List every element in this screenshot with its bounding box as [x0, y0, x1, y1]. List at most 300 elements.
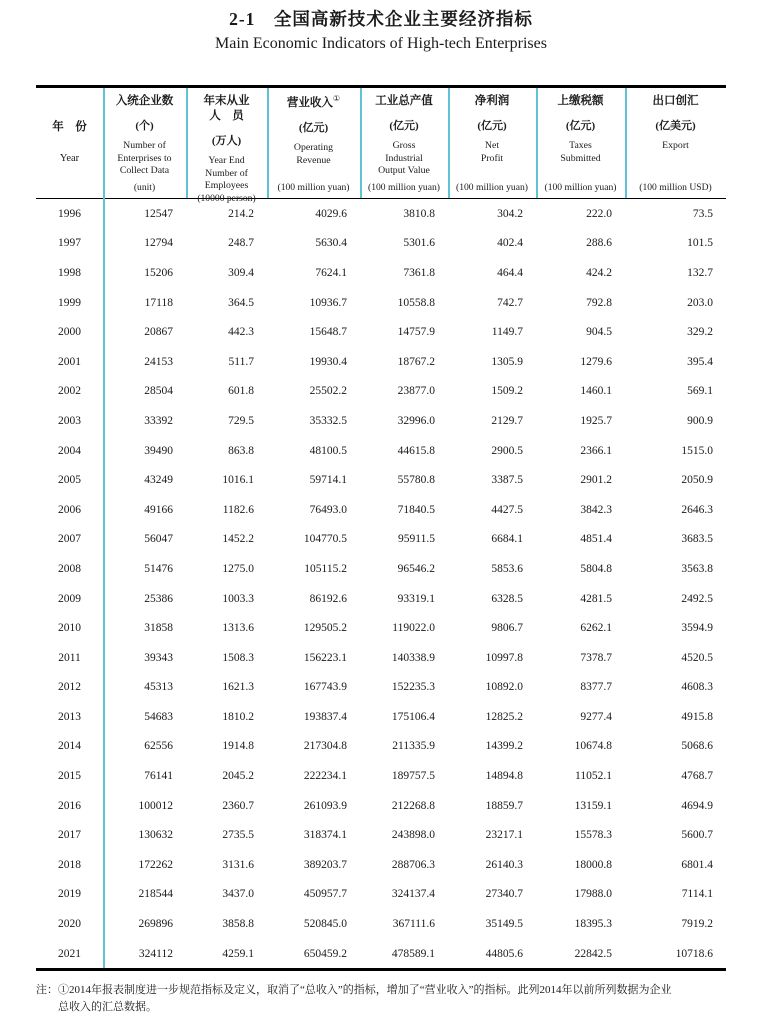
year-cell: 2011 [58, 651, 81, 664]
value-cell: 3683.5 [681, 533, 713, 546]
value-cell: 1279.6 [580, 355, 612, 368]
year-cell: 2013 [58, 710, 81, 723]
value-cell: 12547 [144, 207, 173, 220]
value-cell: 5301.6 [403, 237, 435, 250]
value-cell: 105115.2 [304, 562, 347, 575]
value-cell: 4768.7 [681, 770, 713, 783]
value-cell: 1914.8 [222, 740, 254, 753]
value-cell: 86192.6 [309, 592, 347, 605]
header-cell [536, 88, 625, 198]
header-english-label: Gross [392, 139, 416, 151]
value-cell: 73.5 [692, 207, 713, 220]
table-row [36, 317, 726, 347]
year-cell: 2002 [58, 385, 81, 398]
header-chinese-unit: (亿元) [565, 119, 596, 132]
value-cell: 2129.7 [491, 414, 523, 427]
year-cell: 2006 [58, 503, 81, 516]
value-cell: 222.0 [586, 207, 612, 220]
value-cell: 1509.2 [491, 385, 523, 398]
value-cell: 304.2 [497, 207, 523, 220]
header-chinese-label [475, 94, 510, 109]
value-cell: 4427.5 [491, 503, 523, 516]
value-cell: 23217.1 [485, 829, 523, 842]
year-cell: 2005 [58, 474, 81, 487]
header-english-label: Net [484, 139, 500, 151]
value-cell: 54683 [144, 710, 173, 723]
value-cell: 6262.1 [580, 622, 612, 635]
value-cell: 269896 [138, 918, 173, 931]
header-english-label: Output Value [378, 165, 430, 177]
header-chinese-label [52, 120, 87, 135]
value-cell: 76141 [144, 770, 173, 783]
page-title-chinese: 2-1 全国高新技术企业主要经济指标 [229, 9, 533, 29]
value-cell: 45313 [144, 681, 173, 694]
value-cell: 49166 [144, 503, 173, 516]
header-chinese-unit: (亿美元) [655, 119, 696, 132]
table-row [36, 288, 726, 318]
header-english-label: Year [59, 152, 80, 164]
header-chinese-text: 出口创汇 [652, 95, 699, 107]
value-cell: 389203.7 [303, 858, 347, 871]
value-cell: 3131.6 [222, 858, 254, 871]
value-cell: 17988.0 [574, 888, 612, 901]
column-divider [186, 88, 188, 198]
value-cell: 4851.4 [580, 533, 612, 546]
value-cell: 1275.0 [222, 562, 254, 575]
value-cell: 132.7 [687, 266, 713, 279]
table-row [36, 643, 726, 673]
header-english-label: Collect Data [119, 165, 170, 177]
column-divider [536, 88, 538, 198]
value-cell: 189757.5 [391, 770, 435, 783]
table-row [36, 702, 726, 732]
value-cell: 2492.5 [681, 592, 713, 605]
header-english-label: Submitted [560, 152, 601, 164]
value-cell: 18395.3 [574, 918, 612, 931]
value-cell: 59714.1 [309, 474, 347, 487]
header-english-label: Year End [208, 154, 245, 166]
value-cell: 464.4 [497, 266, 523, 279]
value-cell: 18859.7 [485, 799, 523, 812]
value-cell: 18000.8 [574, 858, 612, 871]
header-cell [360, 88, 448, 198]
value-cell: 167743.9 [303, 681, 347, 694]
value-cell: 329.2 [687, 326, 713, 339]
table-row [36, 554, 726, 584]
value-cell: 742.7 [497, 296, 523, 309]
value-cell: 324137.4 [391, 888, 435, 901]
header-chinese-unit: (亿元) [389, 119, 419, 132]
header-chinese-label [209, 109, 244, 124]
value-cell: 4029.6 [315, 207, 347, 220]
value-cell: 6684.1 [491, 533, 523, 546]
table-row [36, 436, 726, 466]
value-cell: 309.4 [228, 266, 254, 279]
header-english-label: Export [662, 139, 689, 151]
table-row [36, 584, 726, 614]
value-cell: 55780.8 [397, 474, 435, 487]
page-title-english: Main Economic Indicators of High-tech Enterprises [215, 35, 547, 52]
header-chinese-text: 入统企业数 [115, 95, 174, 107]
header-chinese-label [287, 94, 340, 111]
value-cell: 243898.0 [391, 829, 435, 842]
value-cell: 24153 [144, 355, 173, 368]
value-cell: 2735.5 [222, 829, 254, 842]
footnote-line: 总收入的汇总数据。 [58, 1001, 157, 1014]
value-cell: 9277.4 [580, 710, 612, 723]
value-cell: 792.8 [586, 296, 612, 309]
value-cell: 25502.2 [309, 385, 347, 398]
header-chinese-text: 营业收入 [286, 96, 333, 109]
table-row [36, 909, 726, 939]
year-cell: 2004 [58, 444, 81, 457]
value-cell: 23877.0 [397, 385, 435, 398]
header-chinese-unit: (亿元) [477, 119, 507, 132]
value-cell: 10718.6 [675, 947, 713, 960]
column-divider [267, 88, 269, 198]
value-cell: 2045.2 [222, 770, 254, 783]
column-divider [448, 88, 450, 198]
value-cell: 44615.8 [397, 444, 435, 457]
header-english-unit: (unit) [133, 182, 156, 193]
table-row [36, 229, 726, 259]
value-cell: 222234.1 [303, 770, 347, 783]
value-cell: 10997.8 [485, 651, 523, 664]
header-chinese-text: 上缴税额 [557, 95, 604, 107]
table-row [36, 525, 726, 555]
value-cell: 10674.8 [574, 740, 612, 753]
value-cell: 1016.1 [222, 474, 254, 487]
value-cell: 2360.7 [222, 799, 254, 812]
value-cell: 1925.7 [580, 414, 612, 427]
value-cell: 39343 [144, 651, 173, 664]
value-cell: 119022.0 [392, 622, 435, 635]
value-cell: 32996.0 [397, 414, 435, 427]
header-chinese-label [375, 94, 433, 109]
value-cell: 2901.2 [580, 474, 612, 487]
table-row [36, 820, 726, 850]
footnote-text [58, 982, 738, 1016]
value-cell: 3810.8 [403, 207, 435, 220]
year-cell: 2017 [58, 829, 81, 842]
value-cell: 601.8 [228, 385, 254, 398]
value-cell: 478589.1 [391, 947, 435, 960]
year-cell: 2003 [58, 414, 81, 427]
value-cell: 48100.5 [309, 444, 347, 457]
value-cell: 28504 [144, 385, 173, 398]
value-cell: 1810.2 [222, 710, 254, 723]
value-cell: 6801.4 [681, 858, 713, 871]
table-row [36, 613, 726, 643]
header-chinese-text: 年末从业 [203, 95, 250, 107]
header-chinese-unit: (万人) [211, 134, 242, 147]
year-cell: 1998 [58, 266, 81, 279]
value-cell: 367111.6 [392, 918, 435, 931]
header-english-unit: (10000 person) [197, 193, 256, 205]
header-english-label: Revenue [296, 154, 331, 166]
value-cell: 140338.9 [391, 651, 435, 664]
value-cell: 1460.1 [580, 385, 612, 398]
value-cell: 156223.1 [303, 651, 347, 664]
value-cell: 318374.1 [303, 829, 347, 842]
value-cell: 1149.7 [491, 326, 523, 339]
value-cell: 7919.2 [681, 918, 713, 931]
value-cell: 19930.4 [309, 355, 347, 368]
table-row [36, 791, 726, 821]
value-cell: 2646.3 [681, 503, 713, 516]
value-cell: 248.7 [228, 237, 254, 250]
value-cell: 212268.8 [391, 799, 435, 812]
footnote-line: ①2014年报表制度进一步规范指标及定义，取消了“总收入”的指标，增加了“营业收入”的指标。此列2014年以前所列数据为企业 [58, 984, 672, 996]
value-cell: 18767.2 [397, 355, 435, 368]
value-cell: 100012 [138, 799, 173, 812]
value-cell: 95911.5 [398, 533, 435, 546]
value-cell: 424.2 [586, 266, 612, 279]
year-cell: 2001 [58, 355, 81, 368]
value-cell: 395.4 [687, 355, 713, 368]
value-cell: 450957.7 [303, 888, 347, 901]
header-chinese-text: 工业总产值 [375, 95, 433, 107]
value-cell: 7361.8 [403, 266, 435, 279]
column-divider [625, 88, 627, 198]
year-cell: 2007 [58, 533, 81, 546]
value-cell: 11052.1 [575, 770, 612, 783]
value-cell: 211335.9 [392, 740, 435, 753]
header-chinese-label [558, 94, 604, 109]
year-cell: 2015 [58, 770, 81, 783]
header-english-unit: (100 million yuan) [368, 182, 440, 193]
table-row [36, 850, 726, 880]
year-cell: 2018 [58, 858, 81, 871]
value-cell: 511.7 [228, 355, 254, 368]
table-body [36, 199, 726, 968]
value-cell: 520845.0 [303, 918, 347, 931]
year-cell: 2019 [58, 888, 81, 901]
header-english-label: Enterprises to [117, 152, 172, 164]
value-cell: 1452.2 [222, 533, 254, 546]
table-row [36, 761, 726, 791]
year-cell: 2020 [58, 918, 81, 931]
header-chinese-label [653, 94, 699, 109]
value-cell: 175106.4 [391, 710, 435, 723]
year-cell: 1997 [58, 237, 81, 250]
table-row [36, 465, 726, 495]
year-cell: 2009 [58, 592, 81, 605]
year-cell: 2014 [58, 740, 81, 753]
header-cell [448, 88, 536, 198]
value-cell: 900.9 [687, 414, 713, 427]
value-cell: 1313.6 [222, 622, 254, 635]
header-english-label: Taxes [569, 139, 592, 151]
value-cell: 1621.3 [222, 681, 254, 694]
value-cell: 4694.9 [681, 799, 713, 812]
value-cell: 569.1 [687, 385, 713, 398]
value-cell: 5630.4 [315, 237, 347, 250]
header-chinese-label [116, 94, 174, 109]
value-cell: 1515.0 [681, 444, 713, 457]
value-cell: 729.5 [228, 414, 254, 427]
header-english-label: Profit [480, 152, 504, 164]
value-cell: 51476 [144, 562, 173, 575]
value-cell: 5068.6 [681, 740, 713, 753]
column-divider [103, 88, 105, 968]
value-cell: 6328.5 [491, 592, 523, 605]
value-cell: 2050.9 [681, 474, 713, 487]
header-cell [103, 88, 186, 198]
year-cell: 2012 [58, 681, 81, 694]
value-cell: 35149.5 [485, 918, 523, 931]
value-cell: 33392 [144, 414, 173, 427]
value-cell: 4520.5 [681, 651, 713, 664]
value-cell: 1182.6 [222, 503, 254, 516]
year-cell: 2021 [58, 947, 81, 960]
column-divider [360, 88, 362, 198]
value-cell: 2366.1 [580, 444, 612, 457]
header-english-label: Industrial [385, 152, 423, 164]
year-cell: 2000 [58, 326, 81, 339]
table-row [36, 673, 726, 703]
header-english-label: Employees [204, 180, 249, 192]
value-cell: 3842.3 [580, 503, 612, 516]
value-cell: 130632 [138, 829, 173, 842]
value-cell: 4281.5 [580, 592, 612, 605]
value-cell: 129505.2 [303, 622, 347, 635]
value-cell: 261093.9 [303, 799, 347, 812]
header-chinese-text: 净利润 [474, 95, 510, 107]
value-cell: 7624.1 [315, 266, 347, 279]
year-cell: 1996 [58, 207, 81, 220]
header-english-unit: (100 million USD) [639, 182, 712, 193]
value-cell: 4608.3 [681, 681, 713, 694]
value-cell: 26140.3 [485, 858, 523, 871]
value-cell: 43249 [144, 474, 173, 487]
value-cell: 12825.2 [485, 710, 523, 723]
indicators-table [36, 85, 726, 971]
value-cell: 3858.8 [222, 918, 254, 931]
table-row [36, 939, 726, 969]
value-cell: 14399.2 [485, 740, 523, 753]
value-cell: 62556 [144, 740, 173, 753]
header-cell [186, 88, 267, 205]
value-cell: 214.2 [228, 207, 254, 220]
table-row [36, 406, 726, 436]
footnote-label: 注： [36, 984, 58, 996]
value-cell: 152235.3 [391, 681, 435, 694]
table-row [36, 732, 726, 762]
value-cell: 3437.0 [222, 888, 254, 901]
value-cell: 96546.2 [397, 562, 435, 575]
footnote-marker-icon: ① [332, 94, 341, 103]
header-cell [267, 88, 360, 198]
value-cell: 324112 [138, 947, 173, 960]
header-english-unit: (100 million yuan) [277, 182, 350, 193]
value-cell: 203.0 [687, 296, 713, 309]
value-cell: 15648.7 [309, 326, 347, 339]
value-cell: 56047 [144, 533, 173, 546]
value-cell: 5804.8 [580, 562, 612, 575]
table-row [36, 258, 726, 288]
header-chinese-unit: (个) [135, 119, 154, 132]
value-cell: 14757.9 [397, 326, 435, 339]
value-cell: 10892.0 [485, 681, 523, 694]
value-cell: 193837.4 [303, 710, 347, 723]
value-cell: 104770.5 [303, 533, 347, 546]
value-cell: 1508.3 [222, 651, 254, 664]
header-chinese-text: 人 员 [209, 109, 244, 122]
value-cell: 3563.8 [681, 562, 713, 575]
header-chinese-unit: (亿元) [298, 121, 329, 134]
value-cell: 2900.5 [491, 444, 523, 457]
value-cell: 4259.1 [222, 947, 254, 960]
value-cell: 288.6 [586, 237, 612, 250]
year-cell: 2016 [58, 799, 81, 812]
table-row [36, 495, 726, 525]
year-cell: 2010 [58, 622, 81, 635]
value-cell: 76493.0 [309, 503, 347, 516]
value-cell: 3594.9 [681, 622, 713, 635]
value-cell: 3387.5 [491, 474, 523, 487]
year-cell: 1999 [58, 296, 81, 309]
value-cell: 15578.3 [574, 829, 612, 842]
value-cell: 15206 [144, 266, 173, 279]
value-cell: 10558.8 [397, 296, 435, 309]
header-english-label: Number of [205, 167, 248, 179]
value-cell: 25386 [144, 592, 173, 605]
header-cell-year [36, 88, 103, 198]
value-cell: 1305.9 [491, 355, 523, 368]
value-cell: 44805.6 [485, 947, 523, 960]
value-cell: 217304.8 [303, 740, 347, 753]
value-cell: 364.5 [228, 296, 254, 309]
value-cell: 5600.7 [681, 829, 713, 842]
header-english-unit: (100 million yuan) [544, 182, 617, 193]
header-english-label: Number of [123, 139, 166, 151]
value-cell: 22842.5 [574, 947, 612, 960]
value-cell: 442.3 [228, 326, 254, 339]
table-row [36, 880, 726, 910]
value-cell: 39490 [144, 444, 173, 457]
value-cell: 14894.8 [485, 770, 523, 783]
value-cell: 650459.2 [303, 947, 347, 960]
value-cell: 4915.8 [681, 710, 713, 723]
value-cell: 12794 [144, 237, 173, 250]
value-cell: 172262 [138, 858, 173, 871]
header-english-label: Operating [293, 141, 334, 153]
page-header [0, 6, 762, 53]
value-cell: 288706.3 [391, 858, 435, 871]
header-chinese-label [204, 94, 250, 109]
table-row [36, 377, 726, 407]
value-cell: 8377.7 [580, 681, 612, 694]
year-cell: 2008 [58, 562, 81, 575]
value-cell: 218544 [138, 888, 173, 901]
table-row [36, 199, 726, 229]
value-cell: 93319.1 [397, 592, 435, 605]
value-cell: 35332.5 [309, 414, 347, 427]
value-cell: 27340.7 [485, 888, 523, 901]
value-cell: 1003.3 [222, 592, 254, 605]
value-cell: 904.5 [586, 326, 612, 339]
value-cell: 5853.6 [491, 562, 523, 575]
value-cell: 31858 [144, 622, 173, 635]
value-cell: 20867 [144, 326, 173, 339]
header-chinese-text: 年 份 [52, 121, 87, 133]
footnote [36, 982, 738, 1016]
table-row [36, 347, 726, 377]
value-cell: 13159.1 [574, 799, 612, 812]
value-cell: 10936.7 [309, 296, 347, 309]
value-cell: 7378.7 [580, 651, 612, 664]
